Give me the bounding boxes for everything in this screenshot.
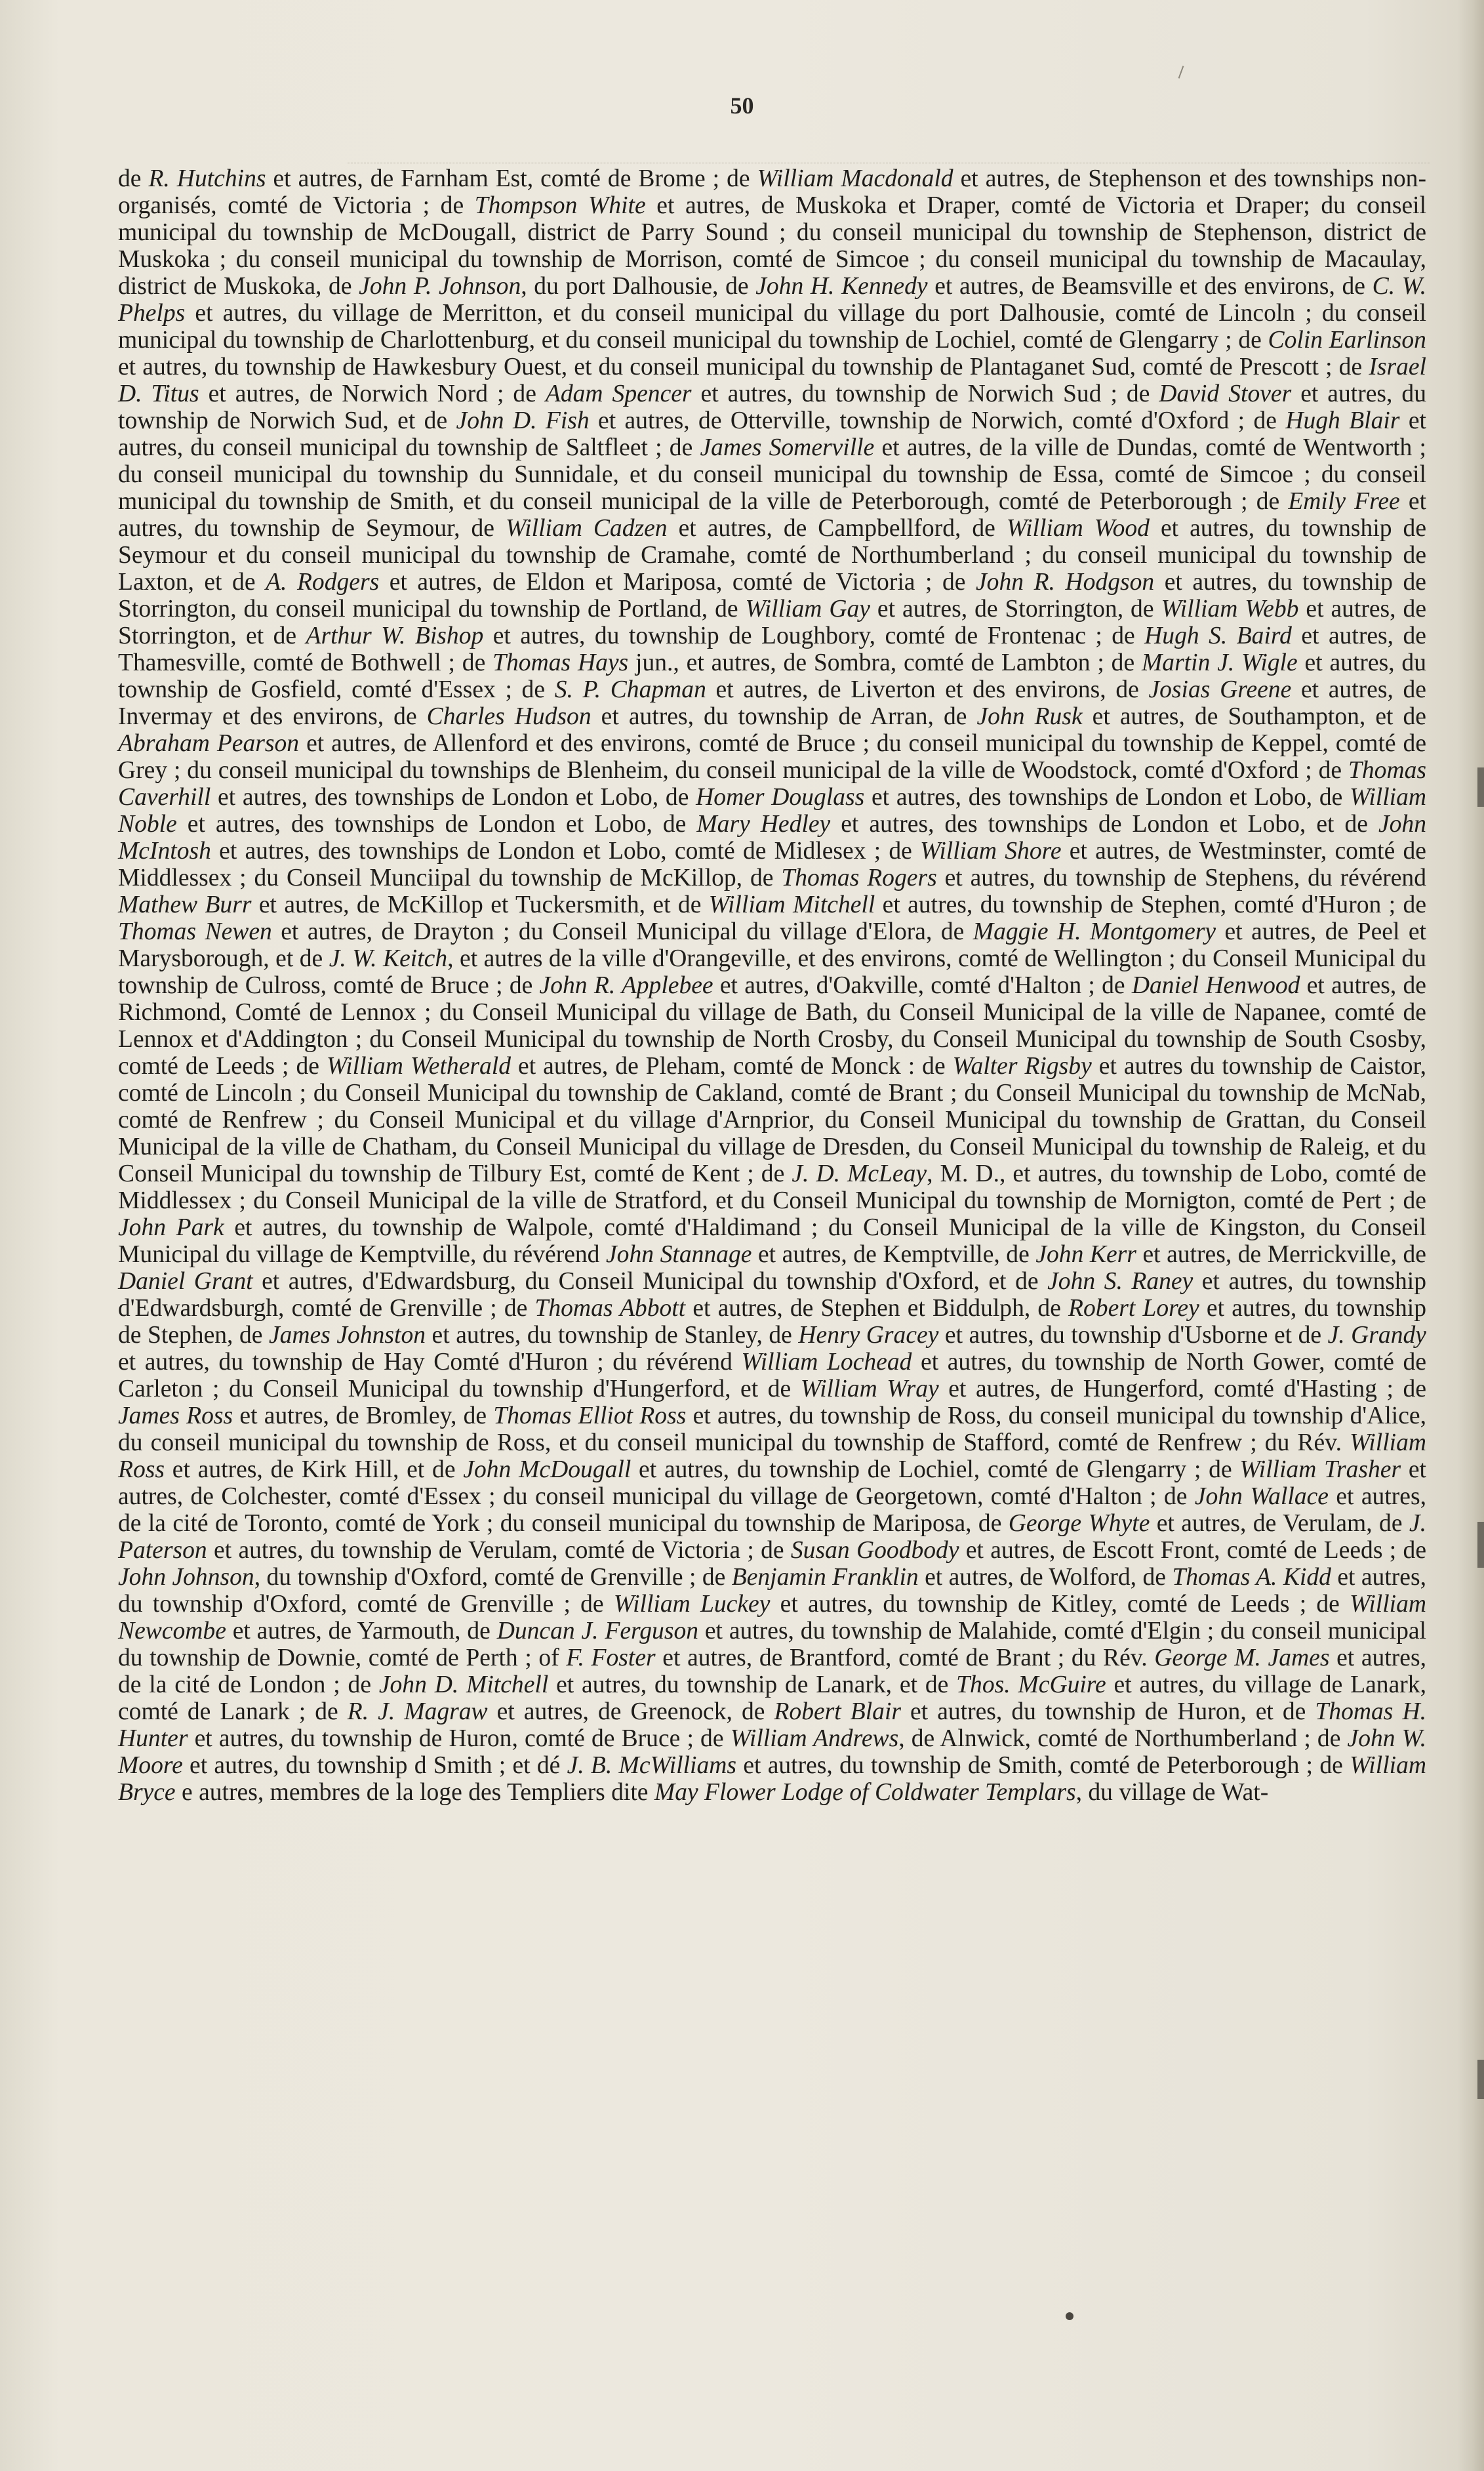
petitioner-name: John D. Mitchell xyxy=(378,1671,549,1698)
text-run: et autres, de Bromley, de xyxy=(233,1402,494,1429)
petitioner-name: Thomas Rogers xyxy=(781,865,937,891)
text-run: et autres, du township de Huron, comté de Bruce ; de xyxy=(188,1725,731,1752)
text-run: et autres, de Stephen et Biddulph, de xyxy=(685,1295,1069,1322)
petitioner-name: John P. Johnson xyxy=(359,273,521,300)
petitioner-name: John Kerr xyxy=(1035,1241,1136,1268)
text-run: et autres, de Stephenson et des townships non-organisés, comté de Victoria ; de xyxy=(118,165,1426,219)
edge-mark xyxy=(1477,1522,1484,1568)
petitioner-name: Thomas H. Hunter xyxy=(118,1698,1426,1752)
text-run: et autres, du township de Stephen, de xyxy=(118,1295,1426,1349)
text-run: et autres, de Brantford, comté de Brant ; du Rév. xyxy=(655,1644,1155,1671)
text-run: , et autres de la ville d'Orangeville, et des environs, comté de Wellington ; du Conseil Municipal du township de Culross, comté de Bruce ; de xyxy=(118,945,1427,999)
petitioner-name: Duncan J. Ferguson xyxy=(496,1618,699,1644)
text-run: et autres, d'Oakville, comté d'Halton ; de xyxy=(713,972,1132,999)
text-run: et autres, du township de Verulam, comté de Victoria ; de xyxy=(207,1537,791,1564)
text-run: et autres, du township de Stephen, comté d'Huron ; de xyxy=(875,891,1426,918)
petitioner-name: David Stover xyxy=(1159,380,1292,407)
petitioner-name: George M. James xyxy=(1154,1644,1330,1671)
text-run: et autres, du township de Lanark, et de xyxy=(548,1671,957,1698)
text-run: , du village de Wat- xyxy=(1075,1779,1269,1806)
text-run: , du township d'Oxford, comté de Grenville ; de xyxy=(254,1564,732,1591)
petitioner-name: William Mitchell xyxy=(708,891,875,918)
text-run: et autres, de Otterville, township de Norwich, comté d'Oxford ; de xyxy=(589,407,1286,434)
petitioner-name: William Shore xyxy=(920,838,1062,865)
text-run: et autres, de la cité de London ; de xyxy=(118,1644,1426,1698)
petitioner-name: William Ross xyxy=(118,1429,1426,1483)
petitioner-name: Hugh S. Baird xyxy=(1144,623,1292,649)
petitioner-name: William Cadzen xyxy=(505,515,668,542)
text-run: et autres du township de Caistor, comté de Lincoln ; du Conseil Municipal du township de Cakland, comté de Brant ; du Conseil Municipal du township de McNab, comté de Renfrew ; du Conseil Municipal et du village d'Arnprior, du Conseil Municipal du township de Grattan, du Conseil Municipal de la ville de Chatham, du Conseil Municipal du village de Dresden, du Conseil Municipal du township de Raleig, et du Conseil Municipal du township de Tilbury Est, comté de Kent ; de xyxy=(118,1053,1426,1187)
petitioner-name: Martin J. Wigle xyxy=(1141,649,1298,676)
text-run: et autres, de Thamesville, comté de Bothwell ; de xyxy=(118,623,1426,676)
petitioner-name: Charles Hudson xyxy=(426,703,592,730)
petitioner-name: Thomas Elliot Ross xyxy=(493,1402,687,1429)
petitioner-name: F. Foster xyxy=(566,1644,656,1671)
text-run: et autres, de Drayton ; du Conseil Municipal du village d'Elora, de xyxy=(271,918,973,945)
page-edge-shadow xyxy=(1458,0,1484,2471)
text-run: et autres, du township de Huron, et de xyxy=(901,1698,1315,1725)
text-run: et autres, de Peel et Marysborough, et de xyxy=(118,918,1426,972)
petitioner-name: William Bryce xyxy=(118,1752,1426,1806)
text-run: et autres, de McKillop et Tuckersmith, et de xyxy=(251,891,709,918)
text-run: et autres, de Richmond, Comté de Lennox ; du Conseil Municipal du village de Bath, du Conseil Municipal de la ville de Napanee, comté de Lennox et d'Addington ; du Conseil Municipal du township de North Crosby, du Conseil Municipal du township de South Csosby, comté de Leeds ; de xyxy=(118,972,1426,1080)
petitioner-name: Josias Greene xyxy=(1148,676,1292,703)
petitioner-name: William Wood xyxy=(1006,515,1150,542)
text-run: et autres, du township d'Oxford, comté de Grenville ; de xyxy=(118,1564,1426,1618)
petitioner-name: Homer Douglass xyxy=(696,784,865,811)
petitioner-name: Emily Free xyxy=(1288,488,1400,515)
text-run: et autres, du township de Seymour, de xyxy=(118,488,1427,542)
lodge-name: May Flower Lodge of Coldwater Templars xyxy=(654,1779,1076,1806)
petitioner-name: William Andrews xyxy=(730,1725,899,1752)
text-run: et autres, de Kirk Hill, et de xyxy=(165,1456,464,1483)
text-run: et autres, du township de Smith, comté de Peterborough ; de xyxy=(736,1752,1350,1779)
petitioner-name: Mary Hedley xyxy=(696,811,831,838)
text-run: et autres, du township de Gosfield, comté d'Essex ; de xyxy=(118,649,1426,703)
text-run: et autres, du village de Merritton, et du conseil municipal du village du port Dalhousie, comté de Lincoln ; du conseil municipal du township de Charlottenburg, et du conseil municipal du township de Lochiel, comté de Glengarry ; de xyxy=(118,300,1426,354)
petitioner-name: C. W. Phelps xyxy=(118,273,1426,327)
petitioner-name: William Lochead xyxy=(741,1349,912,1376)
petitioner-name: John McDougall xyxy=(463,1456,632,1483)
petitioner-name: Robert Lorey xyxy=(1068,1295,1199,1322)
text-run: et autres, du township de North Gower, comté de Carleton ; du Conseil Municipal du township d'Hungerford, et de xyxy=(118,1349,1426,1402)
text-run: jun., et autres, de Sombra, comté de Lambton ; de xyxy=(628,649,1142,676)
petitioner-name: Thompson White xyxy=(474,192,646,219)
petitioner-name: Hugh Blair xyxy=(1285,407,1400,434)
petitioner-name: William Webb xyxy=(1161,596,1299,623)
text-run: et autres, du township de Loughbory, comté de Frontenac ; de xyxy=(483,623,1145,649)
text-run: et autres, de Hungerford, comté d'Hasting ; de xyxy=(938,1376,1427,1402)
text-run: et autres, de la cité de Toronto, comté de York ; du conseil municipal du township de Mariposa, de xyxy=(118,1483,1426,1537)
petitioner-name: J. Grandy xyxy=(1327,1322,1426,1349)
petitioner-name: William Newcombe xyxy=(118,1591,1427,1644)
text-run: et autres, des townships de London et Lobo, de xyxy=(176,811,697,838)
text-run: et autres, du township de Lochiel, comté de Glengarry ; de xyxy=(631,1456,1240,1483)
text-run: et autres, du township d Smith ; et dé xyxy=(182,1752,567,1779)
petitioner-name: John Wallace xyxy=(1194,1483,1329,1510)
petitioner-name: R. Hutchins xyxy=(148,165,266,192)
text-run: et autres, des townships de London et Lobo, comté de Midlesex ; de xyxy=(211,838,921,865)
text-run: et autres, de Colchester, comté d'Essex ; du conseil municipal du village de Georgetown, comté d'Halton ; de xyxy=(118,1456,1426,1510)
petitioner-name: A. Rodgers xyxy=(266,569,380,596)
text-run: et autres, de Norwich Nord ; de xyxy=(199,380,546,407)
text-run: , M. D., et autres, du township de Lobo, comté de Middlessex ; du Conseil Municipal de la ville de Stratford, et du Conseil Municipal du township de Mornigton, comté de Pert ; de xyxy=(118,1160,1426,1214)
petitioner-name: John Johnson xyxy=(118,1564,254,1591)
text-run: et autres, du township de Storrington, du conseil municipal du township de Portland, de xyxy=(118,569,1426,623)
text-run: et autres, des townships de London et Lobo, de xyxy=(211,784,696,811)
text-run: et autres, de Farnham Est, comté de Brome ; de xyxy=(266,165,757,192)
text-run: et autres, du township d'Usborne et de xyxy=(938,1322,1328,1349)
petitioner-name: William Macdonald xyxy=(757,165,953,192)
petitioner-name: William Trasher xyxy=(1239,1456,1401,1483)
text-run: e autres, membres de la loge des Templiers dite xyxy=(175,1779,654,1806)
text-run: et autres, du township de Hay Comté d'Huron ; du révérend xyxy=(118,1349,742,1376)
petitioner-name: William Wetherald xyxy=(327,1053,511,1080)
petitioner-name: Thomas Caverhill xyxy=(118,757,1426,811)
text-run: et autres, de Beamsville et des environs, de xyxy=(927,273,1373,300)
text-run: et autres, du conseil municipal du township de Saltfleet ; de xyxy=(118,407,1426,461)
text-run: et autres, du township de Hawkesbury Ouest, et du conseil municipal du township de Plantaganet Sud, comté de Prescott ; de xyxy=(118,354,1369,380)
petitioner-name: John H. Kennedy xyxy=(755,273,928,300)
text-run: et autres, de la ville de Dundas, comté de Wentworth ; du conseil municipal du township du Sunnidale, et du conseil municipal du township de Essa, comté de Simcoe ; du conseil municipal du township de Smith, et du conseil municipal de la ville de Peterborough, comté de Peterborough ; de xyxy=(118,434,1426,515)
text-run: et autres, des townships de London et Lobo, et de xyxy=(830,811,1378,838)
text-run: et autres, du township de Norwich Sud ; de xyxy=(691,380,1159,407)
text-run: et autres, de Storrington, de xyxy=(870,596,1161,623)
text-run: et autres, de Kemptville, de xyxy=(752,1241,1036,1268)
text-run: et autres, de Pleham, comté de Monck : de xyxy=(511,1053,953,1080)
text-run: et autres, du village de Lanark, comté de Lanark ; de xyxy=(118,1671,1426,1725)
text-run: et autres, de Allenford et des environs, comté de Bruce ; du conseil municipal du township de Keppel, comté de Grey ; du conseil municipal du townships de Blenheim, du conseil municipal de la ville de Woodstock, comté d'Oxford ; de xyxy=(118,730,1427,784)
petitioner-name: R. J. Magraw xyxy=(347,1698,488,1725)
petitioner-name: Maggie H. Montgomery xyxy=(973,918,1216,945)
petitioner-name: John Stannage xyxy=(606,1241,752,1268)
text-run: et autres, de Verulam, de xyxy=(1150,1510,1409,1537)
petitioner-name: James Somerville xyxy=(700,434,875,461)
petitioner-name: Thomas Abbott xyxy=(534,1295,686,1322)
text-run: et autres, des townships de London et Lobo, de xyxy=(864,784,1350,811)
petitioner-name: Thomas Hays xyxy=(492,649,629,676)
text-run: et autres, du township de Malahide, comté d'Elgin ; du conseil municipal du township de Downie, comté de Perth ; of xyxy=(118,1618,1426,1671)
petitioner-name: Colin Earlinson xyxy=(1268,327,1426,354)
petitioner-name: Adam Spencer xyxy=(545,380,692,407)
petitioner-name: John W. Moore xyxy=(118,1725,1426,1779)
page-number: 50 xyxy=(730,92,754,119)
petitioner-name: J. D. McLeay xyxy=(792,1160,927,1187)
text-run: et autres, du township de Stanley, de xyxy=(426,1322,799,1349)
petitioner-name: Susan Goodbody xyxy=(790,1537,959,1564)
petitioner-name: John Park xyxy=(118,1214,224,1241)
petitioner-name: William Noble xyxy=(118,784,1427,838)
petitioner-name: Israel D. Titus xyxy=(118,354,1426,407)
text-run: et autres, du township de Arran, de xyxy=(591,703,977,730)
petitioner-name: Daniel Henwood xyxy=(1131,972,1300,999)
text-run: et autres, de Westminster, comté de Middlessex ; du Conseil Munciipal du township de McKillop, de xyxy=(118,838,1426,891)
ink-dot xyxy=(1066,2312,1073,2320)
petitioner-name: Walter Rigsby xyxy=(952,1053,1092,1080)
text-run: et autres, de Wolford, de xyxy=(918,1564,1173,1591)
petitioner-name: Arthur W. Bishop xyxy=(306,623,484,649)
text-run: et autres, de Muskoka et Draper, comté de Victoria et Draper; du conseil municipal du township de McDougall, district de Parry Sound ; du conseil municipal du township de Stephenson, district de Muskoka ; du conseil municipal du township de Morrison, comté de Simcoe ; du conseil municipal du township de Macaulay, district de Muskoka, de xyxy=(118,192,1427,300)
petitioner-name: J. W. Keitch xyxy=(329,945,448,972)
body-text xyxy=(118,165,1426,1806)
petitioner-name: John S. Raney xyxy=(1047,1268,1193,1295)
petitioner-name: William Wray xyxy=(800,1376,939,1402)
petitioner-name: Thos. McGuire xyxy=(956,1671,1106,1698)
petitioner-name: John R. Applebee xyxy=(539,972,713,999)
petitioner-name: William Gay xyxy=(745,596,870,623)
text-run: et autres, de Yarmouth, de xyxy=(226,1618,497,1644)
petitioner-name: John D. Fish xyxy=(456,407,590,434)
text-run: et autres, d'Edwardsburg, du Conseil Municipal du township d'Oxford, et de xyxy=(252,1268,1048,1295)
ink-mark xyxy=(1178,66,1184,78)
petitioner-name: James Ross xyxy=(118,1402,233,1429)
text-run: et autres, de Campbellford, de xyxy=(667,515,1007,542)
text-run: et autres, du township de Seymour et du conseil municipal du township de Cramahe, comté de Northumberland ; du conseil municipal du township de Laxton, et de xyxy=(118,515,1427,596)
petitioner-name: J. B. McWilliams xyxy=(567,1752,737,1779)
edge-mark xyxy=(1477,2060,1484,2099)
petitioner-name: James Johnston xyxy=(268,1322,426,1349)
petitioner-name: J. Paterson xyxy=(118,1510,1426,1564)
text-run: et autres, de Eldon et Mariposa, comté de Victoria ; de xyxy=(379,569,976,596)
petitioner-name: Thomas A. Kidd xyxy=(1172,1564,1331,1591)
petitions-paragraph xyxy=(118,165,1426,1806)
edge-mark xyxy=(1477,767,1484,807)
text-run: et autres, de Liverton et des environs, de xyxy=(706,676,1149,703)
petitioner-name: Abraham Pearson xyxy=(118,730,300,757)
text-run: et autres, de Storrington, et de xyxy=(118,596,1426,649)
text-run: et autres, de Southampton, et de xyxy=(1082,703,1426,730)
text-run: et autres, du township de Norwich Sud, et de xyxy=(118,380,1426,434)
text-run: et autres, du township de Walpole, comté d'Haldimand ; du Conseil Municipal de la ville de Kingston, du Conseil Municipal du village de Kemptville, du révérend xyxy=(118,1214,1426,1268)
text-run: et autres, de Escott Front, comté de Leeds ; de xyxy=(959,1537,1426,1564)
text-run: , du port Dalhousie, de xyxy=(521,273,756,300)
text-run: et autres, du township de Ross, du conseil municipal du township d'Alice, du conseil municipal du township de Ross, et du conseil municipal du township de Stafford, comté de Renfrew ; du Rév. xyxy=(118,1402,1426,1456)
petitioner-name: George Whyte xyxy=(1008,1510,1150,1537)
petitioner-name: John Rusk xyxy=(976,703,1083,730)
text-run: , de Alnwick, comté de Northumberland ; de xyxy=(898,1725,1348,1752)
petitioner-name: Mathew Burr xyxy=(118,891,252,918)
petitioner-name: John McIntosh xyxy=(118,811,1426,865)
text-run: et autres, du township de Kitley, comté de Leeds ; de xyxy=(770,1591,1350,1618)
text-run: et autres, de Merrickville, de xyxy=(1136,1241,1426,1268)
petitioner-name: Benjamin Franklin xyxy=(731,1564,919,1591)
petitioner-name: Thomas Newen xyxy=(118,918,272,945)
petitioner-name: Daniel Grant xyxy=(118,1268,253,1295)
petitioner-name: S. P. Chapman xyxy=(554,676,706,703)
petitioner-name: Robert Blair xyxy=(774,1698,902,1725)
text-run: et autres, du township de Stephens, du révérend xyxy=(936,865,1426,891)
text-run: et autres, de Greenock, de xyxy=(487,1698,774,1725)
petitioner-name: John R. Hodgson xyxy=(976,569,1155,596)
petitioner-name: Henry Gracey xyxy=(798,1322,939,1349)
text-run: et autres, du township d'Edwardsburgh, comté de Grenville ; de xyxy=(118,1268,1426,1322)
petitioner-name: William Luckey xyxy=(613,1591,771,1618)
text-run: et autres, de Invermay et des environs, de xyxy=(118,676,1426,730)
text-run: de xyxy=(118,165,149,192)
